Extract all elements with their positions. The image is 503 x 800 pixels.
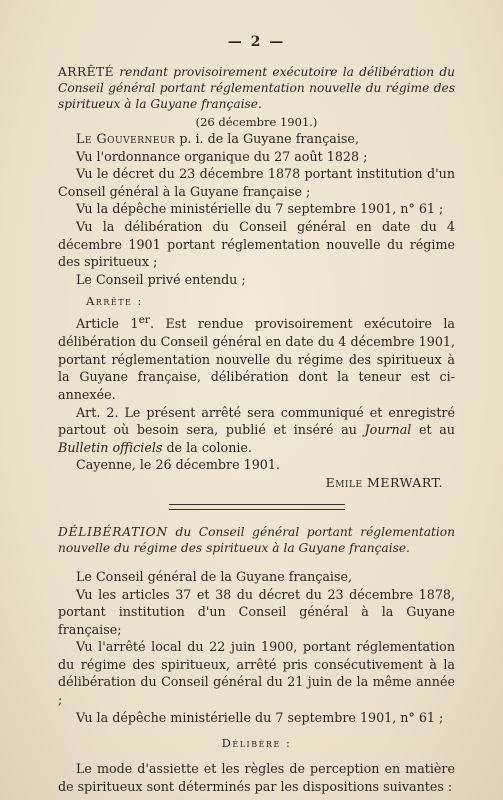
- article-2-part-b: et au: [411, 422, 455, 438]
- signature: [58, 475, 443, 490]
- arrete-heading: Arrête :: [86, 294, 143, 309]
- article-2-part-c: de la colonie.: [162, 439, 252, 455]
- arrete-title: [58, 64, 455, 112]
- arrete-paragraph: Vu la dépêche ministérielle du 7 septembre 1901, n° 61 ;: [76, 201, 444, 217]
- deliberation-heading: Délibère :: [221, 736, 292, 751]
- deliberation-paragraph: Vu l'arrêté local du 22 juin 1900, portant réglementation du régime des spiritueux, arrêté pris consécutivement à la délibération du Conseil général du 21 juin de la même année ;: [58, 639, 455, 708]
- article-1-prefix: Article 1: [76, 316, 139, 332]
- signature-first: Emile: [325, 474, 363, 490]
- arrete-paragraph: Le Conseil privé entendu ;: [76, 271, 246, 287]
- arrete-date: (26 décembre 1901.): [195, 115, 318, 129]
- deliberation-final-paragraph: Le mode d'assiette et les règles de perception en matière de spiritueux sont déterminés par les dispositions suivantes :: [58, 761, 455, 794]
- place-date: Cayenne, le 26 décembre 1901.: [76, 457, 280, 473]
- page-number: — 2 —: [227, 34, 286, 50]
- arrete-paragraph: Vu la délibération du Conseil général en date du 4 décembre 1901 portant réglementation nouvelle du régime des spiritueux ;: [58, 218, 455, 270]
- arrete-paragraph: Vu le décret du 23 décembre 1878 portant institution d'un Conseil général à la Guyane française ;: [58, 166, 455, 199]
- deliberation-paragraph: Le Conseil général de la Guyane française,: [76, 568, 353, 584]
- deliberation-title-lead: DÉLIBÉRATION: [58, 524, 168, 539]
- spacer: [58, 556, 455, 568]
- deliberation-paragraph: Vu les articles 37 et 38 du décret du 23 décembre 1878, portant institution d'un Conseil général à la Guyane française;: [58, 586, 455, 637]
- arrete-title-lead: ARRÊTÉ: [58, 65, 115, 79]
- article-1-sup: er: [138, 314, 150, 327]
- arrete-title-rest: rendant provisoirement exécutoire la délibération du Conseil général portant réglementation nouvelle du régime des spiritueux à la Guyane française.: [58, 65, 455, 111]
- arrete-paragraph: [58, 130, 455, 148]
- gouverneur-label: Le Gouverneur: [76, 131, 176, 146]
- bulletin-italic: Bulletin officiels: [58, 439, 163, 455]
- signature-last: MERWART.: [362, 474, 443, 490]
- article-2: [58, 404, 455, 457]
- gouverneur-text: p. i. de la Guyane française,: [175, 131, 359, 146]
- deliberation-paragraph: Vu la dépêche ministérielle du 7 septembre 1901, n° 61 ;: [76, 709, 444, 725]
- journal-italic: Journal: [364, 422, 412, 438]
- deliberation-title-rest: du Conseil général portant réglementation nouvelle du régime des spiritueux à la Guyane française.: [58, 524, 455, 555]
- arrete-paragraph: Vu l'ordonnance organique du 27 août 1828 ;: [76, 148, 368, 164]
- article-1-text: . Est rendue provisoirement exécutoire la délibération du Conseil général en date du 4 décembre 1901, portant réglementation nouvelle du régime des spiritueux à la Guyane française, délibération dont la teneur est ci-annexée.: [58, 316, 455, 402]
- article-2-part-a: Art. 2. Le présent arrêté sera communiqué et enregistré partout où besoin sera, publié et inséré au: [58, 404, 455, 438]
- article-1: [58, 312, 455, 403]
- section-divider: [169, 504, 345, 510]
- deliberation-title: [58, 524, 455, 556]
